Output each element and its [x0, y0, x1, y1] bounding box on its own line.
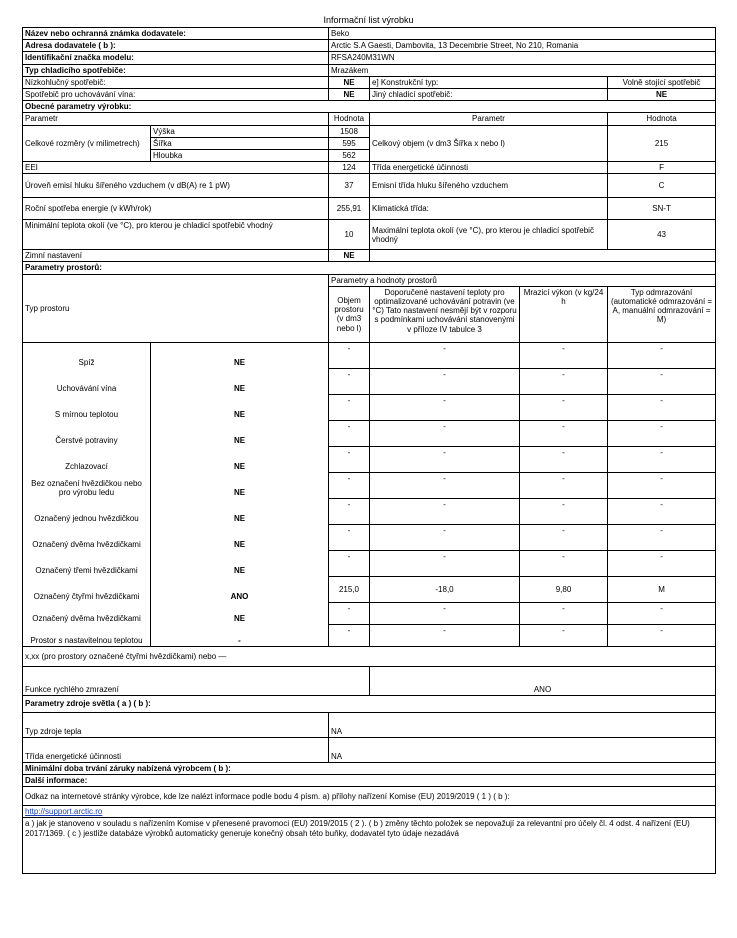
- noise-class-value: C: [608, 174, 716, 198]
- compartment-name: Označený třemi hvězdičkami: [23, 550, 151, 576]
- compartment-name: Spíž: [23, 342, 151, 368]
- support-link[interactable]: http://support.arctic.ro: [25, 807, 103, 817]
- compartment-temp-header: Doporučené nastavení teploty pro optimalizované uchovávání potravin (ve °C) Tato nastavení nesmějí být v rozporu s podmínkami uchovávání stanovenými v příloze IV tabulce 3: [370, 286, 520, 342]
- compartment-values-header: Parametry a hodnoty prostorů: [329, 274, 716, 286]
- compartment-present: ANO: [151, 576, 329, 602]
- annual-energy-value: 255,91: [329, 198, 370, 220]
- compartment-volume: -: [329, 342, 370, 368]
- compartment-name: Zchlazovací: [23, 446, 151, 472]
- compartment-parameters-header: Parametry prostorů:: [23, 262, 716, 274]
- compartment-volume: -: [329, 498, 370, 524]
- other-label: Jiný chladicí spotřebič:: [370, 88, 608, 100]
- parameter-column-header: Parametr: [23, 113, 329, 125]
- compartment-row: [23, 602, 716, 624]
- compartment-present: -: [151, 624, 329, 646]
- compartment-defrost: M: [608, 576, 716, 602]
- compartment-present: NE: [151, 524, 329, 550]
- compartment-freezing: -: [520, 624, 608, 646]
- noise-class-label: Emisní třída hluku šířeného vzduchem: [370, 174, 608, 198]
- compartment-name: Prostor s nastavitelnou teplotou: [23, 624, 151, 646]
- min-temp-label: Minimální teplota okolí (ve °C), pro kterou je chladicí spotřebič vhodný: [23, 220, 329, 250]
- compartment-volume: -: [329, 524, 370, 550]
- energy-class-label: Třída energetické účinnosti: [370, 162, 608, 174]
- compartment-name: Označený čtyřmi hvězdičkami: [23, 576, 151, 602]
- compartment-freezing: -: [520, 550, 608, 576]
- depth-label: Hloubka: [151, 149, 329, 161]
- max-temp-value: 43: [608, 220, 716, 250]
- winter-setting-blank: [370, 250, 716, 262]
- value-column-header-right: Hodnota: [608, 113, 716, 125]
- value-column-header: Hodnota: [329, 113, 370, 125]
- dimensions-label: Celkové rozměry (v milimetrech): [23, 125, 151, 162]
- compartment-freezing: -: [520, 602, 608, 624]
- light-class-value: NA: [329, 737, 716, 762]
- general-parameters-header: Obecné parametry výrobku:: [23, 101, 716, 113]
- compartment-freezing: -: [520, 368, 608, 394]
- sheet-title: Informační list výrobku: [323, 15, 414, 25]
- compartment-volume: -: [329, 624, 370, 646]
- additional-info-header: Další informace:: [23, 775, 716, 787]
- supplier-label: Název nebo ochranná známka dodavatele:: [23, 28, 329, 40]
- compartment-temp: -: [370, 368, 520, 394]
- compartment-row: [23, 446, 716, 472]
- compartment-temp: -: [370, 498, 520, 524]
- compartment-temp: -: [370, 446, 520, 472]
- wine-label: Spotřebič pro uchovávání vína:: [23, 88, 329, 100]
- compartment-freezing-header: Mrazicí výkon (v kg/24 h: [520, 286, 608, 342]
- compartment-present: NE: [151, 342, 329, 368]
- compartment-freezing: -: [520, 420, 608, 446]
- min-temp-value: 10: [329, 220, 370, 250]
- compartment-name: Označený jednou hvězdičkou: [23, 498, 151, 524]
- noise-value: 37: [329, 174, 370, 198]
- compartment-temp: -: [370, 394, 520, 420]
- compartment-defrost: -: [608, 472, 716, 498]
- total-volume-value: 215: [608, 125, 716, 162]
- compartment-temp: -: [370, 472, 520, 498]
- compartment-name: Označený dvěma hvězdičkami: [23, 524, 151, 550]
- max-temp-label: Maximální teplota okolí (ve °C), pro kterou je chladicí spotřebič vhodný: [370, 220, 608, 250]
- light-type-value: NA: [329, 712, 716, 737]
- compartment-row: [23, 624, 716, 646]
- total-volume-label: Celkový objem (v dm3 Šířka x nebo l): [370, 125, 608, 162]
- compartment-temp: -: [370, 550, 520, 576]
- compartment-freezing: -: [520, 394, 608, 420]
- compartment-row: [23, 394, 716, 420]
- compartment-freezing: -: [520, 524, 608, 550]
- supplier-value: Beko: [329, 28, 716, 40]
- low-noise-value: NE: [329, 76, 370, 88]
- compartment-row: [23, 550, 716, 576]
- address-label: Adresa dodavatele ( b ):: [23, 40, 329, 52]
- other-value: NE: [608, 88, 716, 100]
- compartment-temp: -: [370, 524, 520, 550]
- compartment-volume: -: [329, 368, 370, 394]
- compartment-row: [23, 368, 716, 394]
- compartment-volume: -: [329, 550, 370, 576]
- compartment-volume: -: [329, 472, 370, 498]
- address-value: Arctic S.A Gaesti, Dambovita, 13 Decembrie Street, No 210, Romania: [329, 40, 716, 52]
- compartment-defrost: -: [608, 368, 716, 394]
- compartment-name: Označený dvěma hvězdičkami: [23, 602, 151, 624]
- four-star-note: x,xx (pro prostory označené čtyřmi hvězdičkami) nebo —: [23, 646, 716, 666]
- appliance-type-value: Mrazákem: [329, 64, 716, 76]
- compartment-volume: 215,0: [329, 576, 370, 602]
- compartment-present: NE: [151, 472, 329, 498]
- compartment-defrost: -: [608, 624, 716, 646]
- compartment-row: [23, 342, 716, 368]
- compartment-row: [23, 472, 716, 498]
- design-label: e] Konstrukční typ:: [370, 76, 608, 88]
- compartment-defrost: -: [608, 446, 716, 472]
- compartment-volume: -: [329, 394, 370, 420]
- compartment-temp: -: [370, 602, 520, 624]
- compartment-temp: -: [370, 624, 520, 646]
- compartment-present: NE: [151, 602, 329, 624]
- compartment-freezing: -: [520, 342, 608, 368]
- compartment-defrost: -: [608, 498, 716, 524]
- width-value: 595: [329, 137, 370, 149]
- winter-setting-value: NE: [329, 250, 370, 262]
- compartment-row: [23, 498, 716, 524]
- model-value: RFSA240M31WN: [329, 52, 716, 64]
- compartment-temp: -: [370, 420, 520, 446]
- compartment-present: NE: [151, 498, 329, 524]
- climate-class-label: Klimatická třída:: [370, 198, 608, 220]
- wine-value: NE: [329, 88, 370, 100]
- fast-freeze-value: ANO: [370, 666, 716, 695]
- compartment-defrost: -: [608, 394, 716, 420]
- energy-class-value: F: [608, 162, 716, 174]
- light-source-header: Parametry zdroje světla ( a ) ( b ):: [23, 695, 716, 712]
- footnote: a ) jak je stanoveno v souladu s nařízením Komise v přenesené pravomoci (EU) 2019/2015 ( 2 ). ( b ) změny těchto položek se nepovažují za relevantní pro účely čl. 4 odst. 4 nařízení (EU) 2017/1369. ( c ) jestliže databáze výrobků automaticky generuje konečný obsah této buňky, dodavatel tyto údaje nezadává: [23, 818, 716, 874]
- compartment-volume: -: [329, 420, 370, 446]
- compartment-temp: -18,0: [370, 576, 520, 602]
- compartment-defrost: -: [608, 342, 716, 368]
- climate-class-value: SN-T: [608, 198, 716, 220]
- winter-setting-label: Zimní nastavení: [23, 250, 329, 262]
- compartment-present: NE: [151, 550, 329, 576]
- product-information-sheet: [22, 27, 716, 874]
- compartment-row: [23, 420, 716, 446]
- compartment-name: Bez označení hvězdičkou nebo pro výrobu ledu: [23, 472, 151, 498]
- compartment-row: [23, 576, 716, 602]
- design-value: Volně stojící spotřebič: [608, 76, 716, 88]
- light-type-label: Typ zdroje tepla: [23, 712, 329, 737]
- annual-energy-label: Roční spotřeba energie (v kWh/rok): [23, 198, 329, 220]
- compartment-volume: -: [329, 602, 370, 624]
- depth-value: 562: [329, 149, 370, 161]
- appliance-type-label: Typ chladicího spotřebiče:: [23, 64, 329, 76]
- parameter-column-header-right: Parametr: [370, 113, 608, 125]
- light-class-label: Třída energetické účinnosti: [23, 737, 329, 762]
- compartment-freezing: -: [520, 498, 608, 524]
- compartment-temp: -: [370, 342, 520, 368]
- compartment-name: Uchovávání vína: [23, 368, 151, 394]
- compartment-volume-header: Objem prostoru (v dm3 nebo l): [329, 286, 370, 342]
- weblink-text: Odkaz na internetové stránky výrobce, kde lze nalézt informace podle bodu 4 písm. a) přílohy nařízení Komise (EU) 2019/2019 ( 1 ) ( b ):: [23, 787, 716, 806]
- compartment-defrost: -: [608, 550, 716, 576]
- low-noise-label: Nízkohlučný spotřebič:: [23, 76, 329, 88]
- model-label: Identifikační značka modelu:: [23, 52, 329, 64]
- compartment-freezing: -: [520, 446, 608, 472]
- width-label: Šířka: [151, 137, 329, 149]
- warranty-label: Minimální doba trvání záruky nabízená výrobcem ( b ):: [23, 762, 716, 774]
- compartment-defrost: -: [608, 524, 716, 550]
- compartment-present: NE: [151, 446, 329, 472]
- compartment-type-header: Typ prostoru: [23, 274, 329, 342]
- compartment-name: S mírnou teplotou: [23, 394, 151, 420]
- height-label: Výška: [151, 125, 329, 137]
- compartment-defrost: -: [608, 602, 716, 624]
- compartment-freezing: -: [520, 472, 608, 498]
- compartment-freezing: 9,80: [520, 576, 608, 602]
- eei-value: 124: [329, 162, 370, 174]
- compartment-present: NE: [151, 394, 329, 420]
- compartment-name: Čerstvé potraviny: [23, 420, 151, 446]
- compartment-defrost: -: [608, 420, 716, 446]
- eei-label: EEI: [23, 162, 329, 174]
- noise-label: Úroveň emisí hluku šířeného vzduchem (v dB(A) re 1 pW): [23, 174, 329, 198]
- compartment-volume: -: [329, 446, 370, 472]
- compartment-present: NE: [151, 368, 329, 394]
- compartment-present: NE: [151, 420, 329, 446]
- compartment-row: [23, 524, 716, 550]
- fast-freeze-label: Funkce rychlého zmrazení: [23, 666, 370, 695]
- height-value: 1508: [329, 125, 370, 137]
- compartment-defrost-header: Typ odmrazování (automatické odmrazování = A, manuální odmrazování = M): [608, 286, 716, 342]
